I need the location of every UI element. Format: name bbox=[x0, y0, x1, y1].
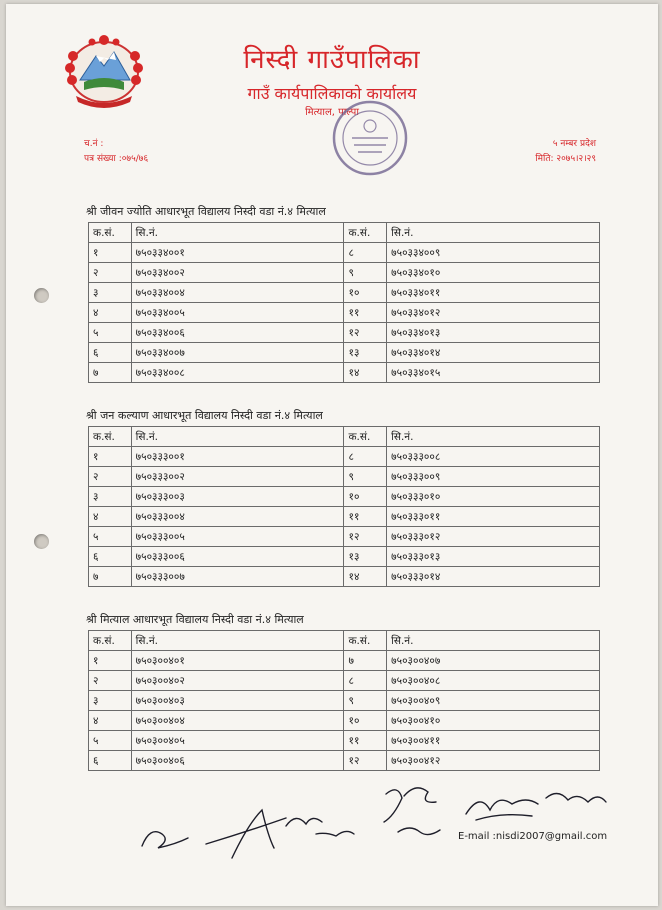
row-sn: १० bbox=[344, 487, 387, 507]
row-serial: ७५०३००४०१ bbox=[131, 651, 344, 671]
ref-number: च.नं : bbox=[84, 139, 104, 149]
serial-table-2 bbox=[88, 426, 600, 587]
row-sn: ६ bbox=[89, 343, 132, 363]
row-serial: ७५०३३४००९ bbox=[387, 243, 600, 263]
table-row bbox=[89, 651, 600, 671]
province-date-block bbox=[535, 137, 596, 167]
table-row bbox=[89, 567, 600, 587]
row-sn: १ bbox=[89, 243, 132, 263]
row-sn: १२ bbox=[344, 751, 387, 771]
row-serial: ७५०३००४०७ bbox=[387, 651, 600, 671]
row-sn: १ bbox=[89, 651, 132, 671]
header-sn: क.सं. bbox=[344, 427, 387, 447]
table-row bbox=[89, 507, 600, 527]
table-row bbox=[89, 447, 600, 467]
row-serial: ७५०३३४०१५ bbox=[387, 363, 600, 383]
row-serial: ७५०३३३००७ bbox=[131, 567, 344, 587]
row-sn: ३ bbox=[89, 283, 132, 303]
row-sn: ११ bbox=[344, 731, 387, 751]
table-row bbox=[89, 751, 600, 771]
row-sn: १४ bbox=[344, 567, 387, 587]
row-sn: ११ bbox=[344, 303, 387, 323]
province-label: ५ नम्बर प्रदेश bbox=[552, 139, 596, 149]
row-sn: ६ bbox=[89, 547, 132, 567]
document-page bbox=[6, 4, 658, 906]
row-sn: ११ bbox=[344, 507, 387, 527]
table-row bbox=[89, 527, 600, 547]
row-sn: ४ bbox=[89, 507, 132, 527]
row-serial: ७५०३३४००१ bbox=[131, 243, 344, 263]
school-title-3: श्री मित्याल आधारभूत विद्यालय निस्दी वडा नं.४ मित्याल bbox=[86, 613, 304, 626]
row-serial: ७५०३३३०१२ bbox=[387, 527, 600, 547]
row-serial: ७५०३३३००४ bbox=[131, 507, 344, 527]
header-serial: सि.नं. bbox=[131, 223, 344, 243]
office-round-stamp bbox=[328, 96, 412, 180]
row-serial: ७५०३३४००५ bbox=[131, 303, 344, 323]
row-sn: ३ bbox=[89, 487, 132, 507]
row-serial: ७५०३३३००२ bbox=[131, 467, 344, 487]
row-sn: ७ bbox=[344, 651, 387, 671]
row-serial: ७५०३००४०३ bbox=[131, 691, 344, 711]
signatures bbox=[136, 774, 636, 874]
row-sn: १३ bbox=[344, 343, 387, 363]
table-row bbox=[89, 263, 600, 283]
row-serial: ७५०३००४१२ bbox=[387, 751, 600, 771]
row-serial: ७५०३००४०५ bbox=[131, 731, 344, 751]
row-sn: ५ bbox=[89, 731, 132, 751]
header-sn: क.सं. bbox=[89, 427, 132, 447]
table-row bbox=[89, 691, 600, 711]
row-sn: ७ bbox=[89, 567, 132, 587]
school-title-1: श्री जीवन ज्योति आधारभूत विद्यालय निस्दी वडा नं.४ मित्याल bbox=[86, 205, 326, 218]
row-serial: ७५०३३३०१४ bbox=[387, 567, 600, 587]
row-serial: ७५०३३४०११ bbox=[387, 283, 600, 303]
row-serial: ७५०३००४०८ bbox=[387, 671, 600, 691]
row-serial: ७५०३३३०१३ bbox=[387, 547, 600, 567]
row-serial: ७५०३३३००५ bbox=[131, 527, 344, 547]
row-sn: १० bbox=[344, 711, 387, 731]
table-row bbox=[89, 487, 600, 507]
school-title-2: श्री जन कल्याण आधारभूत विद्यालय निस्दी वडा नं.४ मित्याल bbox=[86, 409, 323, 422]
row-serial: ७५०३००४०२ bbox=[131, 671, 344, 691]
reference-block bbox=[84, 137, 148, 167]
table-row bbox=[89, 343, 600, 363]
header-sn: क.सं. bbox=[89, 631, 132, 651]
row-serial: ७५०३००४०६ bbox=[131, 751, 344, 771]
row-sn: १२ bbox=[344, 323, 387, 343]
office-email: E-mail :nisdi2007@gmail.com bbox=[458, 831, 608, 842]
municipality-title: निस्दी गाउँपालिका bbox=[243, 45, 421, 75]
row-sn: १३ bbox=[344, 547, 387, 567]
row-sn: ९ bbox=[344, 467, 387, 487]
row-serial: ७५०३००४०४ bbox=[131, 711, 344, 731]
table-row bbox=[89, 711, 600, 731]
table-row bbox=[89, 731, 600, 751]
row-serial: ७५०३३३००६ bbox=[131, 547, 344, 567]
row-serial: ७५०३३४०१२ bbox=[387, 303, 600, 323]
row-sn: १२ bbox=[344, 527, 387, 547]
serial-table-3 bbox=[88, 630, 600, 771]
row-serial: ७५०३३४०१४ bbox=[387, 343, 600, 363]
row-serial: ७५०३३४००८ bbox=[131, 363, 344, 383]
row-sn: ५ bbox=[89, 527, 132, 547]
row-sn: ४ bbox=[89, 303, 132, 323]
row-serial: ७५०३३४००४ bbox=[131, 283, 344, 303]
row-serial: ७५०३३३००१ bbox=[131, 447, 344, 467]
row-serial: ७५०३३३००८ bbox=[387, 447, 600, 467]
serial-table-1 bbox=[88, 222, 600, 383]
table-row bbox=[89, 243, 600, 263]
office-subtitle: गाउँ कार्यपालिकाको कार्यालय bbox=[247, 84, 417, 103]
punch-hole-top bbox=[34, 288, 49, 303]
row-sn: ९ bbox=[344, 263, 387, 283]
letter-number: पत्र संख्या :०७५/७६ bbox=[84, 154, 149, 164]
table-row bbox=[89, 283, 600, 303]
table-row bbox=[89, 547, 600, 567]
row-sn: ३ bbox=[89, 691, 132, 711]
letter-date: मिति: २०७५।२।२९ bbox=[535, 154, 596, 164]
table-row bbox=[89, 363, 600, 383]
table-row bbox=[89, 467, 600, 487]
table-header-row bbox=[89, 631, 600, 651]
row-serial: ७५०३३४००६ bbox=[131, 323, 344, 343]
header-serial: सि.नं. bbox=[131, 631, 344, 651]
row-serial: ७५०३३४००२ bbox=[131, 263, 344, 283]
row-sn: ९ bbox=[344, 691, 387, 711]
row-serial: ७५०३३४०१० bbox=[387, 263, 600, 283]
row-sn: ६ bbox=[89, 751, 132, 771]
office-location: मित्याल, पाल्पा bbox=[305, 107, 359, 118]
row-sn: ४ bbox=[89, 711, 132, 731]
row-serial: ७५०३३३०११ bbox=[387, 507, 600, 527]
row-serial: ७५०३३३००३ bbox=[131, 487, 344, 507]
header-sn: क.सं. bbox=[89, 223, 132, 243]
row-serial: ७५०३००४११ bbox=[387, 731, 600, 751]
row-sn: ७ bbox=[89, 363, 132, 383]
row-sn: १ bbox=[89, 447, 132, 467]
row-sn: २ bbox=[89, 671, 132, 691]
row-sn: १४ bbox=[344, 363, 387, 383]
row-sn: १० bbox=[344, 283, 387, 303]
row-serial: ७५०३००४१० bbox=[387, 711, 600, 731]
header-serial: सि.नं. bbox=[387, 427, 600, 447]
header-serial: सि.नं. bbox=[387, 631, 600, 651]
row-serial: ७५०३३४०१३ bbox=[387, 323, 600, 343]
row-serial: ७५०३३४००७ bbox=[131, 343, 344, 363]
punch-hole-bottom bbox=[34, 534, 49, 549]
row-serial: ७५०३३३०१० bbox=[387, 487, 600, 507]
row-sn: ५ bbox=[89, 323, 132, 343]
table-row bbox=[89, 671, 600, 691]
row-sn: २ bbox=[89, 467, 132, 487]
table-row bbox=[89, 323, 600, 343]
row-serial: ७५०३३३००९ bbox=[387, 467, 600, 487]
header-sn: क.सं. bbox=[344, 631, 387, 651]
row-serial: ७५०३००४०९ bbox=[387, 691, 600, 711]
table-row bbox=[89, 303, 600, 323]
table-header-row bbox=[89, 427, 600, 447]
header-serial: सि.नं. bbox=[131, 427, 344, 447]
row-sn: ८ bbox=[344, 447, 387, 467]
row-sn: २ bbox=[89, 263, 132, 283]
table-header-row bbox=[89, 223, 600, 243]
row-sn: ८ bbox=[344, 243, 387, 263]
row-sn: ८ bbox=[344, 671, 387, 691]
header-serial: सि.नं. bbox=[387, 223, 600, 243]
header-sn: क.सं. bbox=[344, 223, 387, 243]
